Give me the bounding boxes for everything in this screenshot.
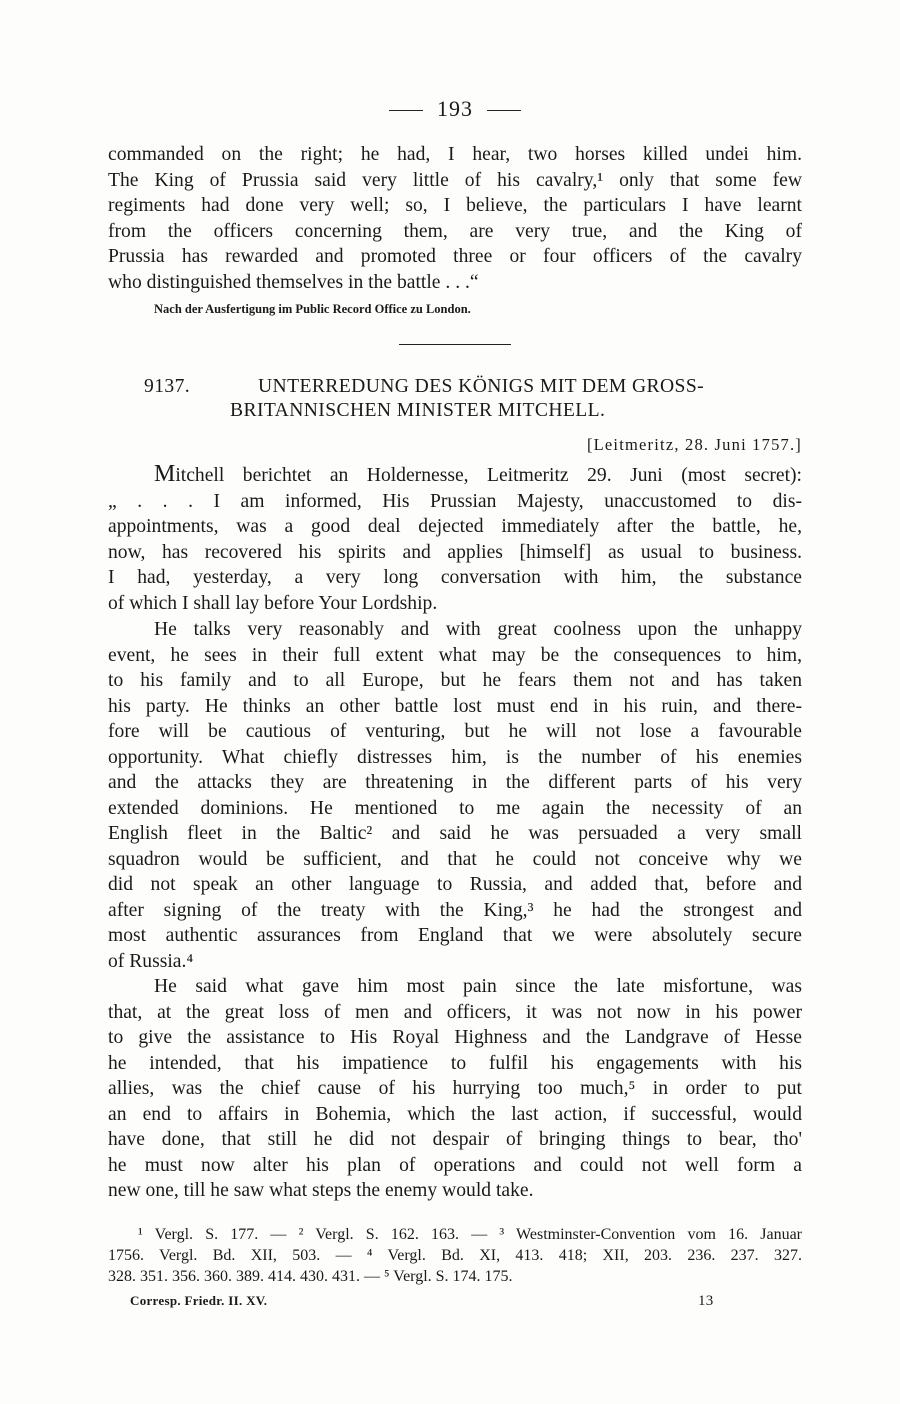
continuation-paragraph [108, 142, 802, 295]
text-line: of Russia.⁴ [108, 950, 194, 972]
document-heading [144, 375, 802, 423]
document-title-line2: BRITANNISCHEN MINISTER MITCHELL. [230, 400, 606, 421]
signature-mark: Corresp. Friedr. II. XV. [130, 1293, 268, 1308]
document-title-line1: UNTERREDUNG DES KÖNIGS MIT DEM GROSS- [258, 376, 705, 397]
section-divider [399, 344, 511, 345]
text-line: He said what gave him most pain since the late misfortune, was [154, 976, 802, 997]
paragraph-2 [108, 617, 802, 974]
header-dash-left [389, 110, 423, 111]
text-line: „ . . . I am informed, His Prussian Majesty, unaccustomed to dis- [108, 490, 802, 512]
footnotes [108, 1224, 802, 1287]
text-line: he must now alter his plan of operations and could not well form a [108, 1154, 802, 1176]
text-line: commanded on the right; he had, I hear, two horses killed undei him. [108, 144, 802, 165]
intro-text: itchell berichtet an Holdernesse, Leitmeritz 29. Juni (most secret): [175, 465, 802, 486]
paragraph-3 [108, 974, 802, 1204]
page-number: 193 [437, 96, 473, 121]
text-line: regiments had done very well; so, I believe, the particulars I have learnt [108, 195, 802, 216]
text-line: most authentic assurances from England that we were absolutely secure [108, 925, 802, 946]
footnote-line: 1756. Vergl. Bd. XII, 503. — ⁴ Vergl. Bd. XI, 413. 418; XII, 203. 236. 237. 327. [108, 1247, 802, 1264]
footnote-line: ¹ Vergl. S. 177. — ² Vergl. S. 162. 163. — ³ Westminster-Convention vom 16. Januar [138, 1226, 802, 1243]
text-line: from the officers concerning them, are very true, and the King of [108, 220, 802, 242]
text-line: his party. He thinks an other battle lost must end in his ruin, and there- [108, 695, 802, 717]
text-line: I had, yesterday, a very long conversation with him, the substance [108, 567, 802, 588]
text-line: he intended, that his impatience to fulfil his engagements with his [108, 1052, 802, 1074]
text-line: English fleet in the Baltic² and said he was persuaded a very small [108, 823, 802, 844]
text-line: allies, was the chief cause of his hurrying too much,⁵ in order to put [108, 1078, 802, 1099]
page-header [108, 96, 802, 122]
text-line: event, he sees in their full extent what may be the consequences to him, [108, 644, 802, 666]
header-dash-right [487, 110, 521, 111]
text-line: did not speak an other language to Russia, and added that, before and [108, 874, 802, 895]
text-line: that, at the great loss of men and officers, it was not now in his power [108, 1001, 802, 1023]
text-line: who distinguished themselves in the battle . . .“ [108, 271, 479, 293]
text-line: fore will be cautious of venturing, but he will not lose a favourable [108, 721, 802, 742]
intro-line [108, 462, 802, 489]
text-line: He talks very reasonably and with great coolness upon the unhappy [154, 619, 802, 640]
source-note: Nach der Ausfertigung im Public Record Office zu London. [154, 302, 471, 316]
text-line: to give the assistance to His Royal Highness and the Landgrave of Hesse [108, 1027, 802, 1048]
text-line: appointments, was a good deal dejected immediately after the battle, he, [108, 516, 802, 537]
text-line: after signing of the treaty with the King,³ he had the strongest and [108, 899, 802, 921]
intro-paragraph [108, 462, 802, 616]
text-line: Prussia has rewarded and promoted three or four officers of the cavalry [108, 246, 802, 267]
text-line: The King of Prussia said very little of his cavalry,¹ only that some few [108, 169, 802, 191]
document-number: 9137. [144, 376, 191, 397]
document-date: [Leitmeritz, 28. Juni 1757.] [586, 435, 802, 454]
text-line: now, has recovered his spirits and applies [himself] as usual to business. [108, 541, 802, 563]
text-line: an end to affairs in Bohemia, which the last action, if successful, would [108, 1103, 802, 1125]
initial-letter: M [154, 461, 176, 487]
footnote-line: 328. 351. 356. 360. 389. 414. 430. 431. — ⁵ Vergl. S. 174. 175. [108, 1268, 513, 1285]
text-line: opportunity. What chiefly distresses him, is the number of his enemies [108, 746, 802, 768]
text-line: new one, till he saw what steps the enemy would take. [108, 1180, 534, 1201]
sheet-number: 13 [698, 1293, 714, 1309]
text-line: squadron would be sufficient, and that he could not conceive why we [108, 848, 802, 870]
text-line: extended dominions. He mentioned to me again the necessity of an [108, 797, 802, 819]
text-line: have done, that still he did not despair of bringing things to bear, tho' [108, 1129, 802, 1150]
text-line: of which I shall lay before Your Lordship. [108, 592, 438, 614]
text-line: to his family and to all Europe, but he fears them not and has taken [108, 670, 802, 691]
text-line: and the attacks they are threatening in the different parts of his very [108, 772, 802, 793]
